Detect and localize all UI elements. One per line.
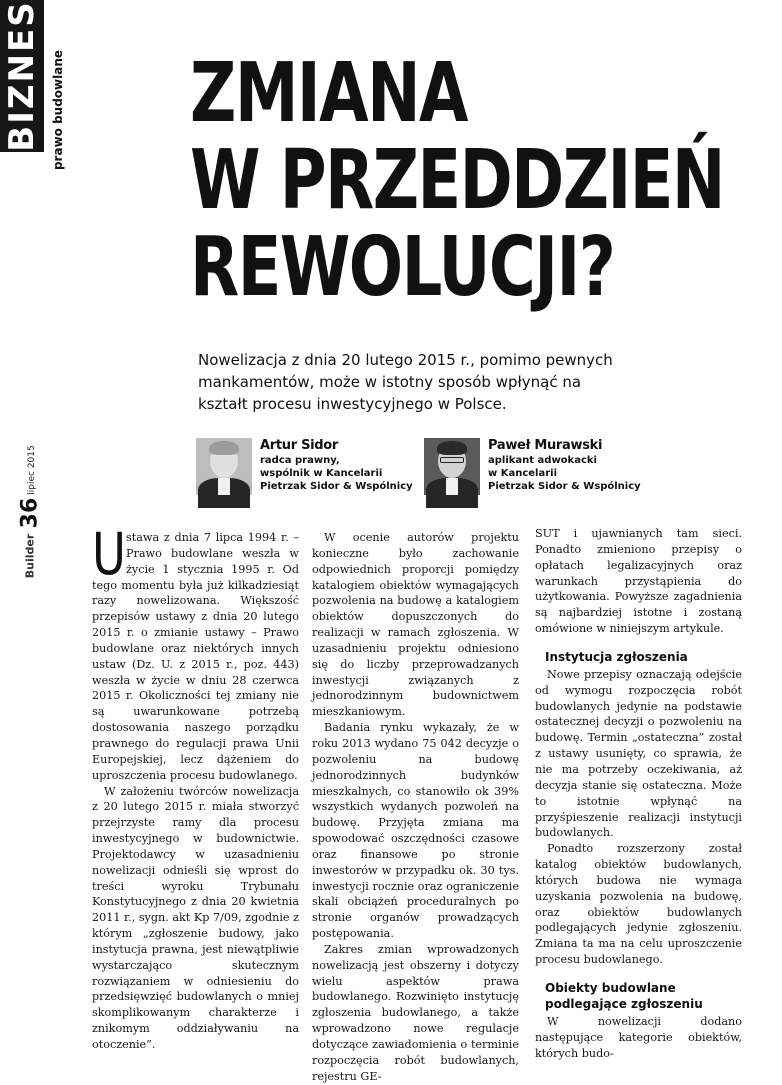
author-firm: Pietrzak Sidor & Wspólnicy (488, 481, 641, 492)
headline-line: W PRZEDDZIEŃ (190, 133, 724, 228)
author-role: w Kancelarii (488, 468, 558, 479)
magazine-name: Builder (23, 533, 37, 579)
author-photo (424, 438, 480, 495)
paragraph: Ponadto rozszerzony został katalog obiektów budowlanych, których budowa nie wymaga uzyskania pozwolenia na budowę, oraz obiektów budowlanych podlegających jedynie zgłoszeniu. Zmiana ta ma na celu uproszczenie procesu budowlanego. (535, 842, 742, 967)
article-column-3 (535, 526, 742, 1061)
headline (190, 46, 724, 315)
article-column-2 (312, 530, 519, 1085)
paragraph (92, 520, 299, 784)
author-card (196, 438, 413, 495)
author-info (488, 438, 641, 495)
issue-date: lipiec 2015 (27, 445, 37, 495)
author-card (424, 438, 641, 495)
article-column-1 (92, 520, 299, 1053)
paragraph: SUT i ujawnianych tam sieci. Ponadto zmieniono przepisy o opłatach legalizacyjnych oraz warunkach przystąpienia do użytkowania. Powyższe zagadnienia są najbardziej istotne i zostaną omówione w niniejszym artykule. (535, 527, 742, 636)
section-tab-label: BIZNES (2, 0, 42, 152)
section-tab (0, 0, 44, 152)
author-firm: Pietrzak Sidor & Wspólnicy (260, 481, 413, 492)
paragraph: W założeniu twórców nowelizacja z 20 lutego 2015 r. miała stworzyć przejrzyste ramy dla procesu inwestycyjnego w budownictwie. Projektodawcy w uzasadnieniu nowelizacji odnieśli się wprost do treści wyroku Trybunału Konstytucyjnego z dnia 20 kwietnia 2011 r., sygn. akt Kp 7/09, zgodnie z którym „zgłoszenie budowy, jako instytucja prawna, jest niewątpliwie wystarczająco skutecznym rozwiązaniem w odniesieniu do przedsięwzięć budowlanych o mniej skomplikowanym charakterze i znikomym oddziaływaniu na otoczenie”. (92, 784, 299, 1051)
paragraph: Badania rynku wykazały, że w roku 2013 wydano 75 042 decyzje o pozwoleniu na budowę jednorodzinnych budynków mieszkalnych, co stanowiło ok 39% wszystkich wydanych pozwoleń na budowę. Przyjęta zmiana ma spowodować oszczędności czasowe oraz finansowe po stronie inwestorów w przypadku ok. 30 tys. inwestycji rocznie oraz ograniczenie skali obciążeń proceduralnych po stronie organów prowadzących postępowania. (312, 721, 519, 941)
paragraph: Nowe przepisy oznaczają odejście od wymogu rozpoczęcia robót budowlanych jedynie na podstawie ostatecznej decyzji o pozwoleniu na budowę. Termin „ostateczna” został z ustawy usunięty, co sprawia, że nie ma potrzeby oczekiwania, aż decyzja stanie się ostateczna. Może to istotnie wpłynąć na przyśpieszenie realizacji instytucji budowlanych. (535, 667, 742, 840)
author-role: aplikant adwokacki (488, 455, 597, 466)
page-number: 36 (17, 497, 43, 529)
paragraph: W ocenie autorów projektu konieczne było zachowanie odpowiednich proporcji pomiędzy katalogiem obiektów wymagających pozwolenia na budowę a katalogiem obiektów dopuszczonych do realizacji w ramach zgłoszenia. W uzasadnieniu projektu odniesiono się do liczby przeprowadzanych inwestycji związanych z jednorodzinnym budownictwem mieszkaniowym. (312, 531, 519, 719)
headline-line: REWOLUCJI? (190, 220, 615, 315)
lead-paragraph: Nowelizacja z dnia 20 lutego 2015 r., pomimo pewnych mankamentów, może w istotny sposób wpłynąć na kształt procesu inwestycyjnego w Polsce. (198, 351, 613, 413)
author-role: radca prawny, (260, 455, 340, 466)
author-name: Artur Sidor (260, 438, 339, 453)
paragraph: Zakres zmian wprowadzonych nowelizacją jest obszerny i dotyczy wielu aspektów prawa budowlanego. Rozwinięto instytucję zgłoszenia budowlanego, a także wprowadzono nowe regulacje dotyczące zawiadomienia o terminie rozpoczęcia robót budowlanych, rejestru GE- (312, 942, 519, 1083)
headline-line: ZMIANA (190, 46, 467, 141)
section-subtitle: prawo budowlane (51, 49, 65, 171)
author-role: wspólnik w Kancelarii (260, 468, 383, 479)
subheading: Obiekty budowlane podlegające zgłoszeniu (545, 980, 703, 1011)
author-name: Paweł Murawski (488, 438, 603, 453)
author-info (260, 438, 413, 495)
subheading: Instytucja zgłoszenia (545, 649, 688, 664)
drop-cap: U (92, 520, 126, 588)
paragraph-text: stawa z dnia 7 lipca 1994 r. – Prawo budowlane weszła w życie 1 stycznia 1995 r. Od tego momentu była już kilkadziesiąt razy nowelizowana. Większość przepisów ustawy z dnia 20 lutego 2015 r. o zmianie ustawy – Prawo budowlane oraz niektórych innych ustaw (Dz. U. z 2015 r., poz. 443) weszła w życie w dniu 28 czerwca 2015 r. Okoliczności tej zmiany nie są uwarunkowane potrzebą dostosowania naszego porządku prawnego do regulacji prawa Unii Europejskiej, lecz dążeniem do uproszczenia procesu budowlanego. (92, 531, 299, 782)
paragraph: W nowelizacji dodano następujące kategorie obiektów, których budo- (535, 1014, 742, 1060)
author-photo (196, 438, 252, 495)
